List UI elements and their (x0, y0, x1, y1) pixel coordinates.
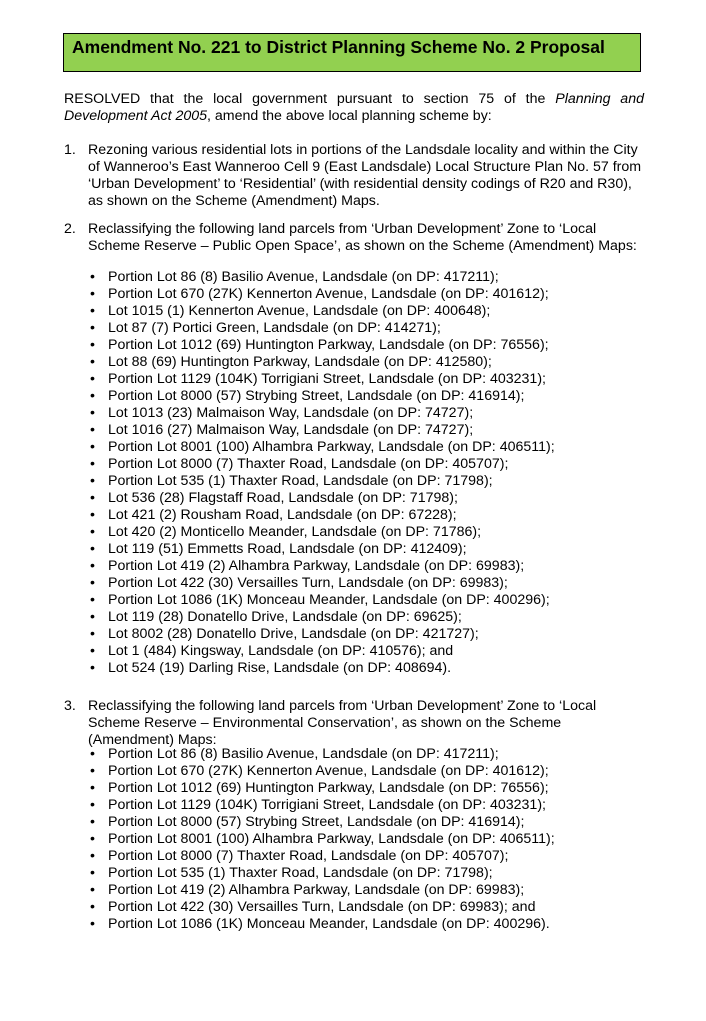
parcel-list-public-open-space (88, 269, 555, 677)
list-item (88, 831, 555, 848)
bullet-icon: • (90, 541, 95, 557)
intro-suffix: , amend the above local planning scheme by: (207, 108, 492, 124)
parcel-text: Lot 87 (7) Portici Green, Landsdale (on DP: 414271); (108, 320, 441, 336)
list-item (88, 797, 555, 814)
item-3 (64, 698, 644, 749)
list-item (88, 354, 555, 371)
parcel-text: Lot 1013 (23) Malmaison Way, Landsdale (on DP: 74727); (108, 405, 474, 421)
act-name: Planning and Development Act 2005 (64, 91, 644, 124)
bullet-icon: • (90, 797, 95, 813)
list-item (88, 422, 555, 439)
list-item (88, 899, 555, 916)
list-item (88, 916, 555, 933)
parcel-list-environmental-conservation (88, 746, 555, 933)
list-item (88, 507, 555, 524)
bullet-icon: • (90, 814, 95, 830)
parcel-text: Portion Lot 422 (30) Versailles Turn, Landsdale (on DP: 69983); (108, 575, 508, 591)
item-text: Reclassifying the following land parcels from ‘Urban Development’ Zone to ‘Local Scheme Reserve – Public Open Space’, as shown on the Scheme (Amendment) Maps: (88, 221, 637, 254)
bullet-icon: • (90, 320, 95, 336)
list-item (88, 490, 555, 507)
parcel-text: Portion Lot 8000 (7) Thaxter Road, Landsdale (on DP: 405707); (108, 848, 509, 864)
parcel-text: Portion Lot 1129 (104K) Torrigiani Street, Landsdale (on DP: 403231); (108, 797, 546, 813)
bullet-icon: • (90, 558, 95, 574)
parcel-text: Lot 119 (28) Donatello Drive, Landsdale (on DP: 69625); (108, 609, 462, 625)
list-item (88, 541, 555, 558)
bullet-icon: • (90, 746, 95, 762)
list-item (88, 882, 555, 899)
bullet-icon: • (90, 865, 95, 881)
bullet-icon: • (90, 916, 95, 932)
bullet-icon: • (90, 439, 95, 455)
parcel-text: Portion Lot 1086 (1K) Monceau Meander, Landsdale (on DP: 400296); (108, 592, 550, 608)
bullet-icon: • (90, 609, 95, 625)
parcel-text: Portion Lot 86 (8) Basilio Avenue, Landsdale (on DP: 417211); (108, 269, 499, 285)
parcel-text: Portion Lot 1086 (1K) Monceau Meander, Landsdale (on DP: 400296). (108, 916, 550, 932)
list-item (88, 371, 555, 388)
list-item (88, 456, 555, 473)
bullet-icon: • (90, 780, 95, 796)
list-item (88, 439, 555, 456)
item-number: 2. (64, 221, 76, 237)
bullet-icon: • (90, 303, 95, 319)
list-item (88, 643, 555, 660)
parcel-text: Lot 8002 (28) Donatello Drive, Landsdale (on DP: 421727); (108, 626, 479, 642)
bullet-icon: • (90, 626, 95, 642)
parcel-text: Portion Lot 670 (27K) Kennerton Avenue, Landsdale (on DP: 401612); (108, 763, 549, 779)
parcel-text: Portion Lot 1012 (69) Huntington Parkway, Landsdale (on DP: 76556); (108, 780, 549, 796)
parcel-text: Lot 119 (51) Emmetts Road, Landsdale (on DP: 412409); (108, 541, 467, 557)
item-2 (64, 221, 644, 255)
list-item (88, 388, 555, 405)
parcel-text: Lot 1015 (1) Kennerton Avenue, Landsdale (on DP: 400648); (108, 303, 491, 319)
bullet-icon: • (90, 388, 95, 404)
bullet-icon: • (90, 456, 95, 472)
bullet-icon: • (90, 286, 95, 302)
list-item (88, 320, 555, 337)
title-banner (63, 33, 641, 72)
list-item (88, 303, 555, 320)
item-number: 3. (64, 698, 76, 714)
parcel-text: Portion Lot 1012 (69) Huntington Parkway, Landsdale (on DP: 76556); (108, 337, 549, 353)
list-item (88, 269, 555, 286)
list-item (88, 763, 555, 780)
bullet-icon: • (90, 848, 95, 864)
item-1 (64, 142, 644, 210)
bullet-icon: • (90, 524, 95, 540)
item-number: 1. (64, 142, 76, 158)
list-item (88, 609, 555, 626)
parcel-text: Portion Lot 8001 (100) Alhambra Parkway, Landsdale (on DP: 406511); (108, 439, 555, 455)
bullet-icon: • (90, 763, 95, 779)
list-item (88, 592, 555, 609)
parcel-text: Portion Lot 8001 (100) Alhambra Parkway, Landsdale (on DP: 406511); (108, 831, 555, 847)
parcel-text: Lot 524 (19) Darling Rise, Landsdale (on DP: 408694). (108, 660, 452, 676)
bullet-icon: • (90, 643, 95, 659)
parcel-text: Lot 421 (2) Rousham Road, Landsdale (on DP: 67228); (108, 507, 457, 523)
list-item (88, 524, 555, 541)
parcel-text: Portion Lot 419 (2) Alhambra Parkway, Landsdale (on DP: 69983); (108, 558, 525, 574)
parcel-text: Portion Lot 8000 (57) Strybing Street, Landsdale (on DP: 416914); (108, 388, 525, 404)
bullet-icon: • (90, 337, 95, 353)
bullet-icon: • (90, 899, 95, 915)
parcel-text: Portion Lot 670 (27K) Kennerton Avenue, Landsdale (on DP: 401612); (108, 286, 549, 302)
parcel-text: Portion Lot 8000 (7) Thaxter Road, Landsdale (on DP: 405707); (108, 456, 509, 472)
parcel-text: Portion Lot 419 (2) Alhambra Parkway, Landsdale (on DP: 69983); (108, 882, 525, 898)
bullet-icon: • (90, 592, 95, 608)
bullet-icon: • (90, 490, 95, 506)
list-item (88, 814, 555, 831)
list-item (88, 848, 555, 865)
list-item (88, 626, 555, 643)
item-text: Reclassifying the following land parcels from ‘Urban Development’ Zone to ‘Local Scheme Reserve – Environmental Conservation’, as shown on the Scheme (Amendment) Maps: (88, 698, 597, 748)
list-item (88, 746, 555, 763)
page-title: Amendment No. 221 to District Planning Scheme No. 2 Proposal (72, 37, 605, 57)
list-item (88, 575, 555, 592)
list-item (88, 473, 555, 490)
parcel-text: Portion Lot 1129 (104K) Torrigiani Street, Landsdale (on DP: 403231); (108, 371, 546, 387)
parcel-text: Portion Lot 86 (8) Basilio Avenue, Landsdale (on DP: 417211); (108, 746, 499, 762)
list-item (88, 405, 555, 422)
parcel-text: Lot 420 (2) Monticello Meander, Landsdale (on DP: 71786); (108, 524, 482, 540)
bullet-icon: • (90, 422, 95, 438)
list-item (88, 865, 555, 882)
bullet-icon: • (90, 882, 95, 898)
list-item (88, 660, 555, 677)
bullet-icon: • (90, 831, 95, 847)
bullet-icon: • (90, 405, 95, 421)
list-item (88, 780, 555, 797)
bullet-icon: • (90, 371, 95, 387)
bullet-icon: • (90, 473, 95, 489)
list-item (88, 286, 555, 303)
parcel-text: Lot 88 (69) Huntington Parkway, Landsdale (on DP: 412580); (108, 354, 492, 370)
parcel-text: Portion Lot 422 (30) Versailles Turn, Landsdale (on DP: 69983); and (108, 899, 536, 915)
item-text: Rezoning various residential lots in portions of the Landsdale locality and within the City of Wanneroo’s East Wanneroo Cell 9 (East Landsdale) Local Structure Plan No. 57 from ‘Urban Development’ to ‘Residential’ (with residential density codings of R20 and R30), as shown on the Scheme (Amendment) Maps. (88, 142, 642, 209)
parcel-text: Lot 1 (484) Kingsway, Landsdale (on DP: 410576); and (108, 643, 454, 659)
parcel-text: Portion Lot 8000 (57) Strybing Street, Landsdale (on DP: 416914); (108, 814, 525, 830)
bullet-icon: • (90, 269, 95, 285)
list-item (88, 558, 555, 575)
parcel-text: Lot 1016 (27) Malmaison Way, Landsdale (on DP: 74727); (108, 422, 474, 438)
intro-prefix: RESOLVED that the local government pursuant to section 75 of the (64, 91, 556, 107)
parcel-text: Portion Lot 535 (1) Thaxter Road, Landsdale (on DP: 71798); (108, 473, 493, 489)
intro-paragraph (64, 91, 644, 125)
bullet-icon: • (90, 575, 95, 591)
parcel-text: Lot 536 (28) Flagstaff Road, Landsdale (on DP: 71798); (108, 490, 458, 506)
bullet-icon: • (90, 507, 95, 523)
list-item (88, 337, 555, 354)
bullet-icon: • (90, 354, 95, 370)
bullet-icon: • (90, 660, 95, 676)
parcel-text: Portion Lot 535 (1) Thaxter Road, Landsdale (on DP: 71798); (108, 865, 493, 881)
